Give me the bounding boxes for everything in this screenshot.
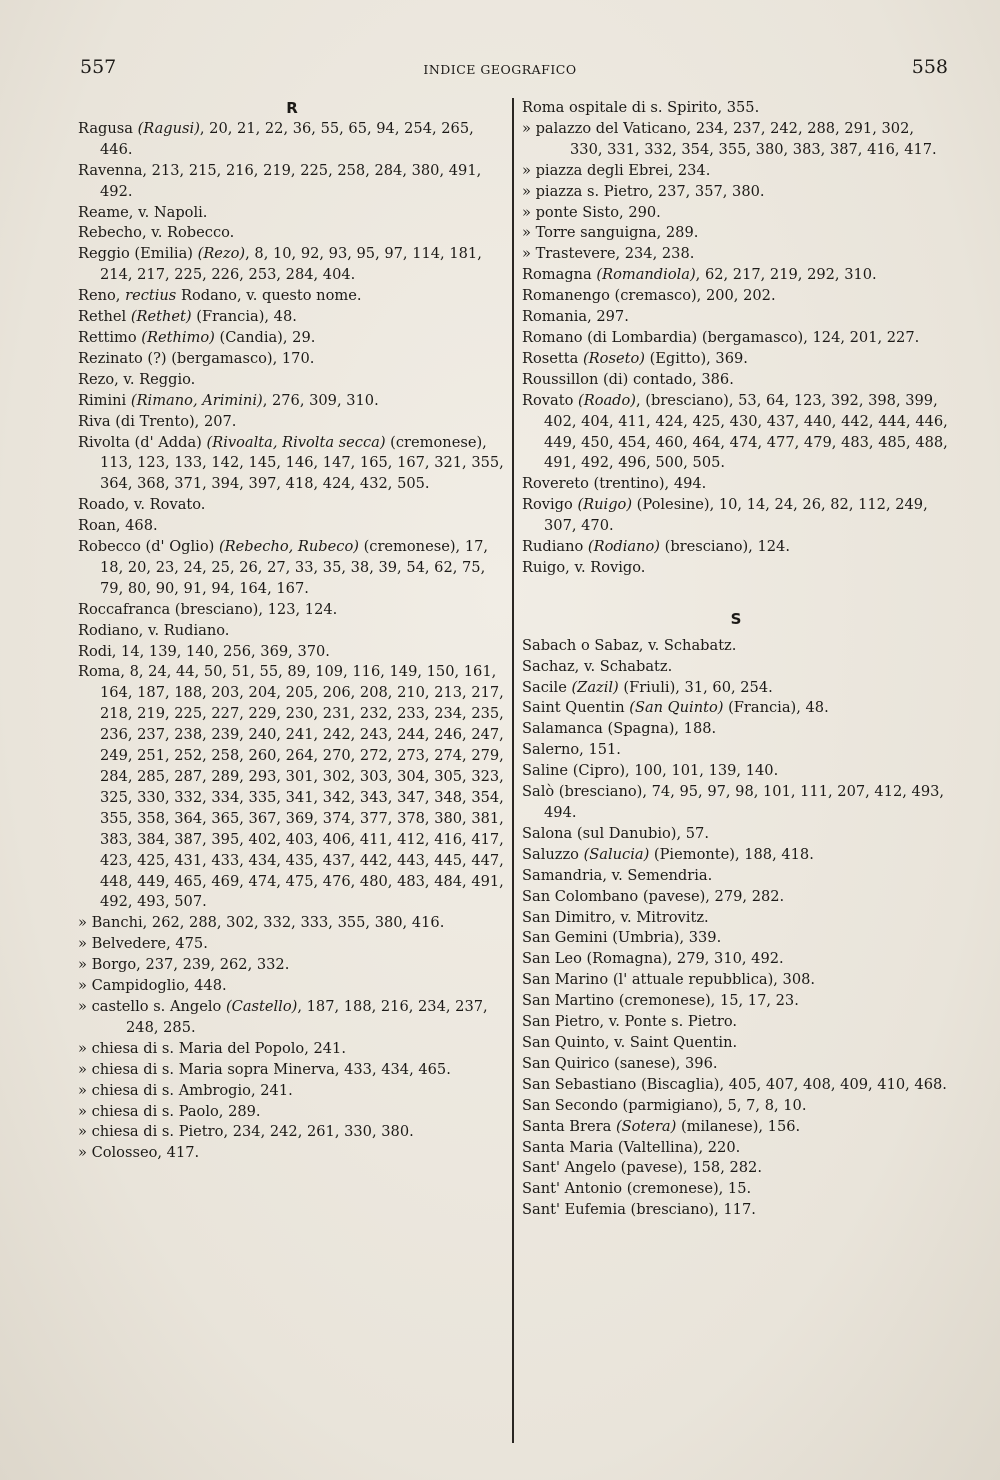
entry-latin-name: (Roseto)	[582, 349, 645, 367]
entry-text: » chiesa di s. Ambrogio, 241.	[78, 1081, 293, 1099]
index-entry	[522, 391, 950, 475]
index-entry	[522, 244, 950, 265]
index-entry	[522, 1075, 950, 1096]
index-entry	[522, 991, 950, 1012]
entry-text: San Dimitro, v. Mitrovitz.	[522, 908, 709, 926]
entry-references: (Piemonte), 188, 418.	[649, 845, 814, 863]
index-entry	[522, 1096, 950, 1117]
index-entry	[522, 949, 950, 970]
entry-latin-name: (Rezo)	[197, 245, 246, 263]
entry-text: Roado, v. Rovato.	[78, 496, 206, 514]
index-entry	[522, 474, 950, 495]
index-entry	[522, 307, 950, 328]
entry-text: Santa Maria (Valtellina), 220.	[522, 1138, 741, 1156]
index-entry	[522, 203, 950, 224]
entry-text: Sachaz, v. Schabatz.	[522, 657, 673, 675]
entry-references: (cremonese), 113, 123, 133, 142, 145, 146, 147, 165, 167, 321, 355, 364, 368, 371, 394, 397, 418, 424, 432, 505.	[100, 433, 504, 493]
left-column	[78, 98, 506, 1164]
index-entry	[78, 286, 506, 307]
entry-text: Rodi, 14, 139, 140, 256, 369, 370.	[78, 642, 330, 660]
entry-latin-name: rectius	[125, 287, 177, 305]
entry-text: San Quirico (sanese), 396.	[522, 1054, 718, 1072]
entry-references: , 8, 10, 92, 93, 95, 97, 114, 181, 214, 217, 225, 226, 253, 284, 404.	[100, 245, 482, 284]
entry-text: Rivolta (d' Adda)	[78, 433, 207, 451]
index-entry	[78, 307, 506, 328]
entry-latin-name: (Salucia)	[583, 845, 650, 863]
entry-references: Rodano, v. questo nome.	[176, 287, 362, 305]
entry-text: » chiesa di s. Pietro, 234, 242, 261, 330, 380.	[78, 1123, 414, 1141]
entry-text: Rethel	[78, 308, 131, 326]
entry-latin-name: (Rodiano)	[587, 538, 660, 556]
entry-text: Robecco (d' Oglio)	[78, 538, 219, 556]
entry-text: Rovereto (trentino), 494.	[522, 475, 707, 493]
right-page-number: 558	[911, 56, 948, 78]
entry-text: » Colosseo, 417.	[78, 1144, 200, 1162]
entry-text: Saline (Cipro), 100, 101, 139, 140.	[522, 762, 779, 780]
section-letter-r: R	[286, 99, 298, 117]
entry-text: Rettimo	[78, 328, 142, 346]
entry-text: Salò (bresciano), 74, 95, 97, 98, 101, 111, 207, 412, 493, 494.	[522, 783, 945, 821]
index-entry	[522, 678, 950, 699]
index-entry	[522, 740, 950, 761]
index-entry	[522, 1158, 950, 1179]
entry-latin-name: (Castello)	[225, 997, 298, 1015]
entry-text: Rosetta	[522, 349, 583, 367]
index-entry	[78, 223, 506, 244]
entry-text: Samandria, v. Semendria.	[522, 866, 713, 884]
index-entry	[78, 600, 506, 621]
entry-text: Ravenna, 213, 215, 216, 219, 225, 258, 284, 380, 491, 492.	[78, 161, 482, 200]
index-entry	[522, 98, 950, 119]
entry-text: San Quinto, v. Saint Quentin.	[522, 1033, 738, 1051]
entry-references: (Egitto), 369.	[644, 349, 748, 367]
index-entry	[78, 955, 506, 976]
entry-latin-name: (Ragusi)	[137, 119, 200, 137]
index-entry	[78, 1060, 506, 1081]
entry-text: Romano (di Lombardia) (bergamasco), 124, 201, 227.	[522, 328, 920, 346]
entry-text: Roccafranca (bresciano), 123, 124.	[78, 600, 338, 618]
entry-text: Sant' Antonio (cremonese), 15.	[522, 1180, 752, 1198]
entry-latin-name: (Rethet)	[130, 308, 192, 326]
index-entry	[522, 1138, 950, 1159]
index-entry	[78, 349, 506, 370]
entry-text: Saluzzo	[522, 845, 584, 863]
index-entry	[78, 537, 506, 600]
entry-references: (bresciano), 124.	[659, 538, 790, 556]
index-entry	[522, 887, 950, 908]
index-entry	[522, 1179, 950, 1200]
running-title: INDICE GEOGRAFICO	[423, 62, 577, 77]
entry-latin-name: (Romandiola)	[596, 266, 696, 284]
left-page-number: 557	[80, 56, 117, 78]
entry-text: Rovato	[522, 391, 579, 409]
entry-text: » Trastevere, 234, 238.	[522, 245, 695, 263]
entry-references: , (bresciano), 53, 64, 123, 392, 398, 399, 402, 404, 411, 424, 425, 430, 437, 440, 442, 444, 446, 449, 450, 454, 460, 464, 474, 477, 479, 483, 485, 488, 491, 492, 496, 500, 505.	[544, 391, 948, 472]
index-entry	[78, 1122, 506, 1143]
index-entry	[522, 761, 950, 782]
entry-text: San Sebastiano (Biscaglia), 405, 407, 408, 409, 410, 468.	[522, 1075, 947, 1093]
entry-text: Sabach o Sabaz, v. Schabatz.	[522, 636, 737, 654]
entry-text: Reame, v. Napoli.	[78, 203, 208, 221]
entry-text: Rebecho, v. Robecco.	[78, 224, 235, 242]
index-entry	[522, 866, 950, 887]
index-entry	[78, 1039, 506, 1060]
section-letter-s: S	[730, 609, 742, 628]
entry-latin-name: (Rivoalta, Rivolta secca)	[206, 433, 386, 451]
index-entry	[78, 642, 506, 663]
entry-text: Rimini	[78, 391, 131, 409]
entry-latin-name: (Rethimo)	[141, 328, 215, 346]
index-entry	[78, 1102, 506, 1123]
entry-text: » chiesa di s. Maria sopra Minerva, 433, 434, 465.	[78, 1060, 451, 1078]
index-entry	[78, 391, 506, 412]
entry-text: » Belvedere, 475.	[78, 935, 208, 953]
entry-references: (Friuli), 31, 60, 254.	[618, 678, 773, 696]
index-entry	[78, 433, 506, 496]
index-entry	[78, 1081, 506, 1102]
entry-text: San Leo (Romagna), 279, 310, 492.	[522, 950, 784, 968]
entry-text: San Martino (cremonese), 15, 17, 23.	[522, 992, 799, 1010]
index-entry	[78, 516, 506, 537]
index-entry	[522, 824, 950, 845]
index-entry	[78, 976, 506, 997]
entry-text: San Gemini (Umbria), 339.	[522, 929, 722, 947]
index-entry	[78, 119, 506, 161]
index-entry	[522, 698, 950, 719]
index-entry	[78, 934, 506, 955]
entry-latin-name: (San Quinto)	[629, 699, 724, 717]
index-entry	[78, 370, 506, 391]
entry-text: Roma, 8, 24, 44, 50, 51, 55, 89, 109, 116, 149, 150, 161, 164, 187, 188, 203, 204, 205, 206, 208, 210, 213, 217, 218, 219, 225, 227, 229, 230, 231, 232, 233, 234, 235, 236, 237, 238, 239, 240, 241, 242, 243, 244, 246, 247, 249, 251, 252, 258, 260, 264, 270, 272, 273, 274, 279, 284, 285, 287, 289, 293, 301, 302, 303, 304, 305, 323, 325, 330, 332, 334, 335, 341, 342, 343, 347, 348, 354, 355, 358, 364, 365, 367, 369, 374, 377, 378, 380, 381, 383, 384, 387, 395, 402, 403, 406, 411, 412, 416, 417, 423, 425, 431, 433, 434, 435, 437, 442, 443, 445, 447, 448, 449, 465, 469, 474, 475, 476, 480, 483, 484, 491, 492, 493, 507.	[78, 663, 504, 911]
entry-latin-name: (Rimano, Arimini)	[130, 391, 263, 409]
index-entry	[78, 662, 506, 913]
entry-references: , 20, 21, 22, 36, 55, 65, 94, 254, 265, 446.	[100, 119, 474, 158]
index-entry	[522, 182, 950, 203]
index-entry	[522, 970, 950, 991]
entry-text: Romagna	[522, 266, 597, 284]
entry-text: Reno,	[78, 287, 126, 305]
entry-text: » Banchi, 262, 288, 302, 332, 333, 355, 380, 416.	[78, 914, 445, 932]
entry-text: Romania, 297.	[522, 308, 629, 326]
entry-latin-name: (Rebecho, Rubeco)	[218, 538, 359, 556]
entry-text: Rovigo	[522, 496, 578, 514]
index-entry	[78, 161, 506, 203]
entry-latin-name: (Roado)	[578, 391, 637, 409]
entry-text: Saint Quentin	[522, 699, 630, 717]
entry-text: Ruigo, v. Rovigo.	[522, 558, 646, 576]
index-entry	[522, 1054, 950, 1075]
entry-text: Salerno, 151.	[522, 741, 621, 759]
entry-latin-name: (Ruigo)	[577, 496, 633, 514]
index-entry	[522, 928, 950, 949]
entry-text: San Colombano (pavese), 279, 282.	[522, 887, 785, 905]
entry-text: Santa Brera	[522, 1117, 616, 1135]
entry-text: » chiesa di s. Maria del Popolo, 241.	[78, 1039, 346, 1057]
right-column	[522, 98, 950, 1221]
index-entry	[522, 845, 950, 866]
entry-references: , 62, 217, 219, 292, 310.	[695, 266, 877, 284]
entry-text: » piazza degli Ebrei, 234.	[522, 161, 711, 179]
entry-text: Rodiano, v. Rudiano.	[78, 621, 230, 639]
index-entry	[522, 782, 950, 824]
index-entry	[78, 412, 506, 433]
index-entry	[522, 223, 950, 244]
left-entry-list	[78, 119, 506, 1164]
index-entry	[522, 1117, 950, 1138]
index-entry	[78, 997, 506, 1039]
index-entry	[522, 119, 950, 161]
entry-text: Sant' Eufemia (bresciano), 117.	[522, 1201, 756, 1219]
entry-text: Rezo, v. Reggio.	[78, 370, 196, 388]
index-entry	[78, 913, 506, 934]
index-entry	[522, 657, 950, 678]
entry-text: Rudiano	[522, 538, 588, 556]
entry-text: » palazzo del Vaticano, 234, 237, 242, 288, 291, 302, 330, 331, 332, 354, 355, 380, 383, 387, 416, 417.	[522, 119, 937, 158]
index-entry	[78, 328, 506, 349]
entry-references: , 187, 188, 216, 234, 237, 248, 285.	[126, 997, 488, 1036]
entry-latin-name: (Zazil)	[571, 678, 619, 696]
index-entry	[522, 537, 950, 558]
entry-text: » piazza s. Pietro, 237, 357, 380.	[522, 182, 765, 200]
entry-references: (Polesine), 10, 14, 24, 26, 82, 112, 249, 307, 470.	[544, 496, 928, 535]
entry-text: Reggio (Emilia)	[78, 245, 198, 263]
section-gap	[522, 579, 950, 609]
entry-references: (Candia), 29.	[214, 328, 316, 346]
entry-latin-name: (Sotera)	[615, 1117, 677, 1135]
entry-text: » Torre sanguigna, 289.	[522, 224, 699, 242]
index-entry	[522, 1200, 950, 1221]
index-entry	[522, 1033, 950, 1054]
entry-text: Ragusa	[78, 119, 138, 137]
index-entry	[522, 349, 950, 370]
entry-text: San Pietro, v. Ponte s. Pietro.	[522, 1013, 738, 1031]
entry-text: » Borgo, 237, 239, 262, 332.	[78, 956, 290, 974]
index-entry	[522, 370, 950, 391]
entry-text: » chiesa di s. Paolo, 289.	[78, 1102, 261, 1120]
index-entry	[522, 161, 950, 182]
entry-text: » castello s. Angelo	[78, 997, 226, 1015]
right-entry-list-r	[522, 98, 950, 579]
entry-references: (Francia), 48.	[723, 699, 829, 717]
right-entry-list-s	[522, 636, 950, 1221]
entry-text: Roussillon (di) contado, 386.	[522, 370, 734, 388]
entry-text: » ponte Sisto, 290.	[522, 203, 661, 221]
entry-text: Salona (sul Danubio), 57.	[522, 824, 709, 842]
entry-text: Romanengo (cremasco), 200, 202.	[522, 287, 776, 305]
index-entry	[522, 908, 950, 929]
index-entry	[78, 203, 506, 224]
index-entry	[522, 265, 950, 286]
entry-references: , 276, 309, 310.	[262, 391, 379, 409]
index-entry	[78, 244, 506, 286]
index-entry	[78, 495, 506, 516]
entry-text: San Marino (l' attuale repubblica), 308.	[522, 971, 816, 989]
index-entry	[522, 286, 950, 307]
index-entry	[522, 1012, 950, 1033]
entry-text: Sant' Angelo (pavese), 158, 282.	[522, 1159, 762, 1177]
index-entry	[522, 558, 950, 579]
entry-references: (milanese), 156.	[676, 1117, 801, 1135]
entry-text: Salamanca (Spagna), 188.	[522, 720, 717, 738]
entry-references: (Francia), 48.	[191, 308, 297, 326]
index-entry	[78, 621, 506, 642]
entry-text: Sacile	[522, 678, 572, 696]
entry-text: Rezinato (?) (bergamasco), 170.	[78, 349, 315, 367]
index-entry	[522, 328, 950, 349]
column-divider	[512, 98, 514, 1443]
entry-references: (cremonese), 17, 18, 20, 23, 24, 25, 26, 27, 33, 35, 38, 39, 54, 62, 75, 79, 80, 90, 91, 94, 164, 167.	[100, 538, 489, 597]
entry-text: Riva (di Trento), 207.	[78, 412, 237, 430]
index-entry	[522, 636, 950, 657]
entry-text: » Campidoglio, 448.	[78, 977, 227, 995]
entry-text: Roan, 468.	[78, 517, 158, 535]
entry-text: San Secondo (parmigiano), 5, 7, 8, 10.	[522, 1096, 807, 1114]
index-entry	[522, 495, 950, 537]
entry-text: Roma ospitale di s. Spirito, 355.	[522, 99, 760, 116]
index-entry	[78, 1143, 506, 1164]
index-entry	[522, 719, 950, 740]
